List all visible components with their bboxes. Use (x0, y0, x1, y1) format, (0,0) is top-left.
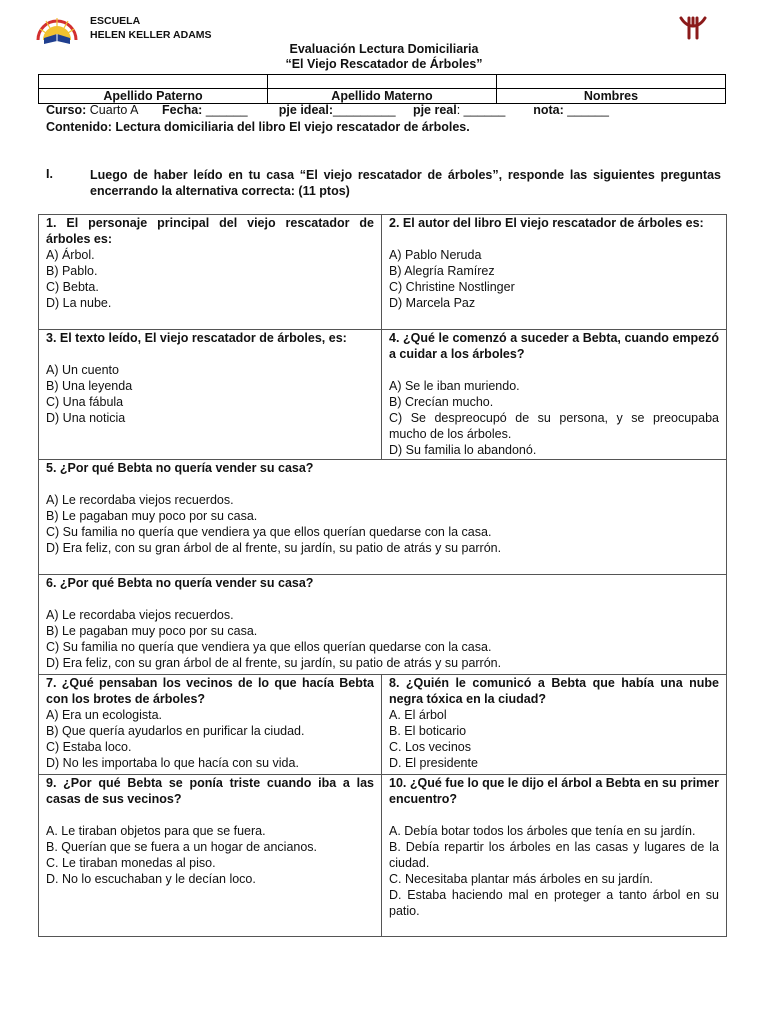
option-10a[interactable]: A. Debía botar todos los árboles que tenía en su jardín. (389, 824, 696, 838)
question-5 (39, 460, 727, 575)
option-1d[interactable]: D) La nube. (46, 296, 112, 310)
option-3d[interactable]: D) Una noticia (46, 411, 126, 425)
option-6b[interactable]: B) Le pagaban muy poco por su casa. (46, 624, 258, 638)
option-9d[interactable]: D. No lo escuchaban y le decían loco. (46, 872, 256, 886)
apellido-materno-header: Apellido Materno (268, 89, 497, 104)
option-3a[interactable]: A) Un cuento (46, 363, 119, 377)
questions-table (38, 214, 727, 937)
option-8b[interactable]: B. El boticario (389, 724, 467, 738)
option-1c[interactable]: C) Bebta. (46, 280, 99, 294)
school-name-line1: ESCUELA (90, 15, 141, 27)
nota-blank[interactable]: ______ (567, 103, 609, 117)
question-2 (382, 215, 727, 330)
pje-ideal-label: pje ideal: (278, 103, 333, 117)
apellido-paterno-field[interactable] (39, 75, 268, 89)
question-3-text: 3. El texto leído, El viejo rescatador de árboles, es: (46, 331, 347, 345)
question-8-text: 8. ¿Quién le comunicó a Bebta que había una nube negra tóxica en la ciudad? (389, 676, 719, 706)
option-8d[interactable]: D. El presidente (389, 756, 478, 770)
option-2c[interactable]: C) Christine Nostlinger (389, 280, 515, 294)
option-5c[interactable]: C) Su familia no quería que vendiera ya que ellos querían quedarse con la casa. (46, 525, 492, 539)
nombres-field[interactable] (497, 75, 726, 89)
student-name-table (38, 74, 726, 104)
option-9b[interactable]: B. Querían que se fuera a un hogar de ancianos. (46, 840, 318, 854)
question-10-text: 10. ¿Qué fue lo que le dijo el árbol a Bebta en su primer encuentro? (389, 776, 719, 806)
option-4b[interactable]: B) Crecían mucho. (389, 395, 494, 409)
curso-value: Cuarto A (89, 103, 138, 117)
option-7b[interactable]: B) Que quería ayudarlos en purificar la ciudad. (46, 724, 305, 738)
fecha-label: Fecha: (162, 103, 203, 117)
question-9 (39, 775, 382, 937)
option-3b[interactable]: B) Una leyenda (46, 379, 133, 393)
fecha-blank[interactable]: ______ (205, 103, 248, 117)
pje-ideal-blank[interactable]: _________ (332, 103, 396, 117)
brand-mark-icon (678, 14, 708, 40)
option-1b[interactable]: B) Pablo. (46, 264, 98, 278)
question-3 (39, 330, 382, 460)
instruction-text: Luego de haber leído en tu casa “El viejo rescatador de árboles”, responde las siguientes preguntas encerrando la alternativa correcta: (11 ptos) (90, 168, 721, 198)
option-4c[interactable]: C) Se despreocupó de su persona, y se preocupaba mucho de los árboles. (389, 411, 719, 441)
option-10d[interactable]: D. Estaba haciendo mal en proteger a tanto árbol en su patio. (389, 888, 719, 918)
page-title: Evaluación Lectura Domiciliaria (289, 42, 479, 56)
option-4d[interactable]: D) Su familia lo abandonó. (389, 443, 537, 457)
contenido-line: Contenido: Lectura domiciliaria del libro El viejo rescatador de árboles. (46, 120, 470, 134)
option-6c[interactable]: C) Su familia no quería que vendiera ya que ellos querían quedarse con la casa. (46, 640, 492, 654)
question-6-text: 6. ¿Por qué Bebta no quería vender su casa? (46, 576, 314, 590)
option-1a[interactable]: A) Árbol. (46, 248, 95, 262)
section-number: I. (46, 167, 53, 181)
question-2-text: 2. El autor del libro El viejo rescatador de árboles es: (389, 216, 704, 230)
question-8 (382, 675, 727, 775)
option-2a[interactable]: A) Pablo Neruda (389, 248, 482, 262)
option-5a[interactable]: A) Le recordaba viejos recuerdos. (46, 493, 234, 507)
school-name (90, 14, 212, 42)
option-3c[interactable]: C) Una fábula (46, 395, 124, 409)
option-5b[interactable]: B) Le pagaban muy poco por su casa. (46, 509, 258, 523)
apellido-paterno-header: Apellido Paterno (39, 89, 268, 104)
nota-label: nota: (533, 103, 564, 117)
book-title: “El Viejo Rescatador de Árboles” (285, 57, 483, 71)
question-6 (39, 575, 727, 675)
option-8a[interactable]: A. El árbol (389, 708, 447, 722)
question-4-text: 4. ¿Qué le comenzó a suceder a Bebta, cuando empezó a cuidar a los árboles? (389, 331, 719, 361)
option-7d[interactable]: D) No les importaba lo que hacía con su vida. (46, 756, 299, 770)
option-4a[interactable]: A) Se le iban muriendo. (389, 379, 520, 393)
question-1 (39, 215, 382, 330)
option-2d[interactable]: D) Marcela Paz (389, 296, 476, 310)
question-7-text: 7. ¿Qué pensaban los vecinos de lo que hacía Bebta con los brotes de árboles? (46, 676, 374, 706)
option-5d[interactable]: D) Era feliz, con su gran árbol de al frente, su jardín, su patio de atrás y su parrón. (46, 541, 502, 555)
question-5-text: 5. ¿Por qué Bebta no quería vender su casa? (46, 461, 314, 475)
question-4 (382, 330, 727, 460)
question-1-text: 1. El personaje principal del viejo rescatador de árboles es: (46, 216, 374, 246)
apellido-materno-field[interactable] (268, 75, 497, 89)
pje-real-blank[interactable]: : ______ (456, 103, 506, 117)
option-2b[interactable]: B) Alegría Ramírez (389, 264, 495, 278)
option-9c[interactable]: C. Le tiraban monedas al piso. (46, 856, 216, 870)
nombres-header: Nombres (497, 89, 726, 104)
option-6d[interactable]: D) Era feliz, con su gran árbol de al frente, su jardín, su patio de atrás y su parrón. (46, 656, 502, 670)
info-line (46, 103, 609, 117)
curso-label: Curso: (46, 103, 87, 117)
school-name-line2: HELEN KELLER ADAMS (90, 29, 212, 41)
option-6a[interactable]: A) Le recordaba viejos recuerdos. (46, 608, 234, 622)
pje-real-label: pje real (412, 103, 457, 117)
question-9-text: 9. ¿Por qué Bebta se ponía triste cuando iba a las casas de sus vecinos? (46, 776, 374, 806)
option-8c[interactable]: C. Los vecinos (389, 740, 471, 754)
option-7a[interactable]: A) Era un ecologista. (46, 708, 163, 722)
question-10 (382, 775, 727, 937)
option-10c[interactable]: C. Necesitaba plantar más árboles en su jardín. (389, 872, 654, 886)
question-7 (39, 675, 382, 775)
option-7c[interactable]: C) Estaba loco. (46, 740, 132, 754)
option-10b[interactable]: B. Debía repartir los árboles en las casas y lugares de la ciudad. (389, 840, 719, 870)
option-9a[interactable]: A. Le tiraban objetos para que se fuera. (46, 824, 266, 838)
